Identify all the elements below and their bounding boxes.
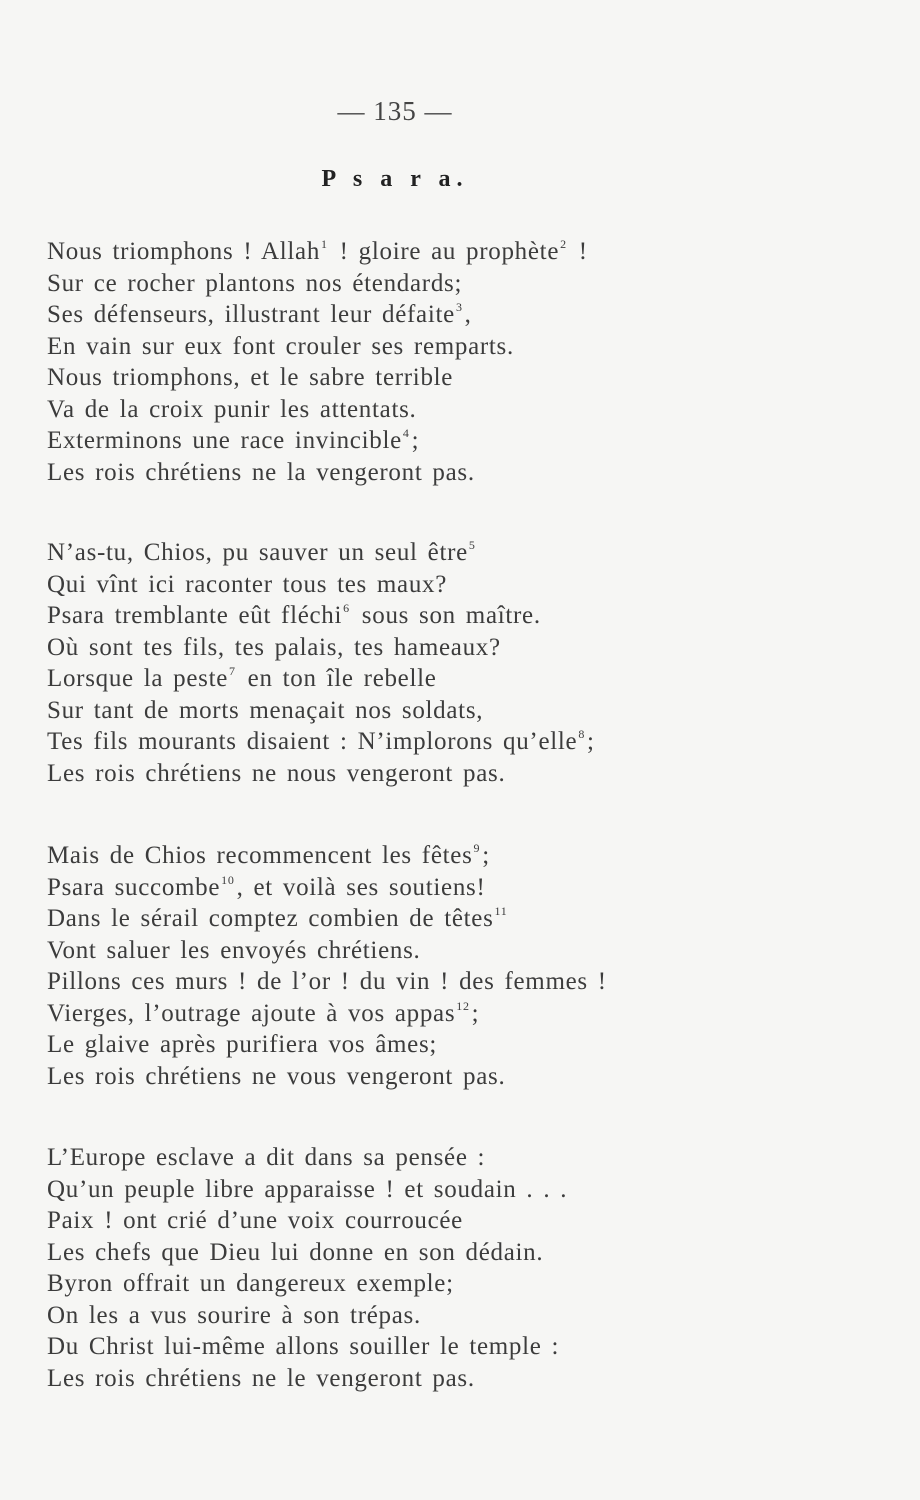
line-text: Paix ! ont crié d’une voix courroucée	[47, 1207, 463, 1234]
line-text: Qu’un peuple libre apparaisse ! et soudain . . .	[47, 1175, 568, 1203]
line-text: Psara succombe	[47, 873, 221, 901]
stanza	[47, 537, 807, 789]
footnote-marker: 9	[473, 841, 481, 855]
line-text: Dans le sérail comptez combien de têtes	[47, 905, 494, 932]
footnote-marker: 5	[468, 538, 476, 552]
poem-line	[47, 1331, 807, 1363]
poem-line	[47, 726, 807, 758]
line-text: N’as-tu, Chios, pu sauver un seul être	[47, 539, 468, 566]
line-text: Vierges, l’outrage ajoute à vos appas	[47, 999, 456, 1027]
footnote-marker: 6	[343, 601, 350, 615]
line-text: Les rois chrétiens ne nous vengeront pas.	[47, 759, 506, 787]
footnote-marker: 10	[221, 872, 235, 887]
poem-line	[47, 695, 807, 727]
line-text: Tes fils mourants disaient : N’implorons qu’elle	[47, 728, 578, 755]
footnote-marker: 11	[494, 904, 508, 918]
poem-line	[47, 1300, 807, 1332]
page-number: — 135 —	[337, 96, 453, 126]
poem-line	[47, 632, 807, 664]
line-text: Nous triomphons, et le sabre terrible	[47, 364, 454, 391]
poem-line	[47, 840, 807, 872]
poem-line	[47, 1363, 807, 1395]
line-text: Les rois chrétiens ne vous vengeront pas.	[47, 1062, 506, 1090]
line-text: Byron offrait un dangereux exemple;	[47, 1270, 454, 1297]
poem-line	[47, 998, 807, 1030]
line-text: Mais de Chios recommencent les fêtes	[47, 842, 473, 869]
poem-line	[47, 331, 807, 363]
line-text: Le glaive après purifiera vos âmes;	[47, 1031, 438, 1058]
poem-line	[47, 663, 807, 695]
poem-line	[47, 236, 807, 268]
footnote-marker: 12	[456, 998, 470, 1013]
poem-line	[47, 600, 807, 632]
line-text: sous son maître.	[351, 602, 541, 629]
poem-line	[47, 394, 807, 426]
line-text: !	[568, 238, 588, 265]
line-text: Les rois chrétiens ne le vengeront pas.	[47, 1364, 475, 1392]
footnote-marker: 8	[578, 727, 586, 741]
poem-line	[47, 537, 807, 569]
line-text: En vain sur eux font crouler ses remparts.	[47, 332, 514, 360]
line-text: Ses défenseurs, illustrant leur défaite	[47, 301, 455, 328]
line-text: Vont saluer les envoyés chrétiens.	[47, 936, 421, 964]
footnote-marker: 7	[229, 664, 236, 678]
poem-line	[47, 758, 807, 790]
stanza	[47, 1142, 807, 1394]
poem-line	[47, 966, 807, 998]
line-text: ,	[464, 301, 472, 328]
line-text: Exterminons une race invincible	[47, 427, 402, 454]
stanza	[47, 840, 807, 1092]
poem-line	[47, 872, 807, 904]
poem-title: P s a r a.	[321, 166, 469, 192]
stanza	[47, 236, 807, 488]
poem-line	[47, 268, 807, 300]
line-text: en ton île rebelle	[237, 665, 437, 692]
footnote-marker: 3	[455, 300, 463, 314]
poem-line	[47, 1268, 807, 1300]
line-text: ;	[482, 842, 490, 869]
poem-line	[47, 903, 807, 935]
line-text: On les a vus sourire à son trépas.	[47, 1301, 421, 1329]
line-text: Du Christ lui-même allons souiller le temple :	[47, 1333, 560, 1360]
line-text: Où sont tes fils, tes palais, tes hameaux?	[47, 633, 501, 661]
poem-line	[47, 569, 807, 601]
line-text: ! gloire au prophète	[329, 238, 560, 265]
footnote-marker: 2	[560, 237, 567, 251]
poem-line	[47, 1029, 807, 1061]
poem-line	[47, 1174, 807, 1206]
poem-line	[47, 425, 807, 457]
poem-line	[47, 299, 807, 331]
line-text: Sur ce rocher plantons nos étendards;	[47, 269, 463, 297]
line-text: ;	[587, 728, 595, 755]
line-text: Les rois chrétiens ne la vengeront pas.	[47, 458, 475, 486]
poem-line	[47, 1061, 807, 1093]
line-text: L’Europe esclave a dit dans sa pensée :	[47, 1144, 486, 1171]
line-text: Qui vînt ici raconter tous tes maux?	[47, 570, 448, 598]
line-text: Sur tant de morts menaçait nos soldats,	[47, 696, 484, 724]
poem-line	[47, 457, 807, 489]
line-text: Les chefs que Dieu lui donne en son dédain.	[47, 1238, 544, 1266]
poem-line	[47, 935, 807, 967]
line-text: ;	[411, 427, 420, 454]
line-text: , et voilà ses soutiens!	[236, 873, 486, 901]
line-text: Lorsque la peste	[47, 665, 229, 692]
poem-line	[47, 1142, 807, 1174]
poem-line	[47, 362, 807, 394]
poem-line	[47, 1237, 807, 1269]
line-text: Psara tremblante eût fléchi	[47, 602, 343, 629]
line-text: Nous triomphons ! Allah	[47, 238, 321, 265]
footnote-marker: 4	[402, 426, 410, 440]
line-text: Va de la croix punir les attentats.	[47, 395, 417, 423]
footnote-marker: 1	[321, 237, 328, 251]
poem-line	[47, 1205, 807, 1237]
line-text: Pillons ces murs ! de l’or ! du vin ! des femmes !	[47, 968, 607, 995]
line-text: ;	[471, 999, 480, 1027]
